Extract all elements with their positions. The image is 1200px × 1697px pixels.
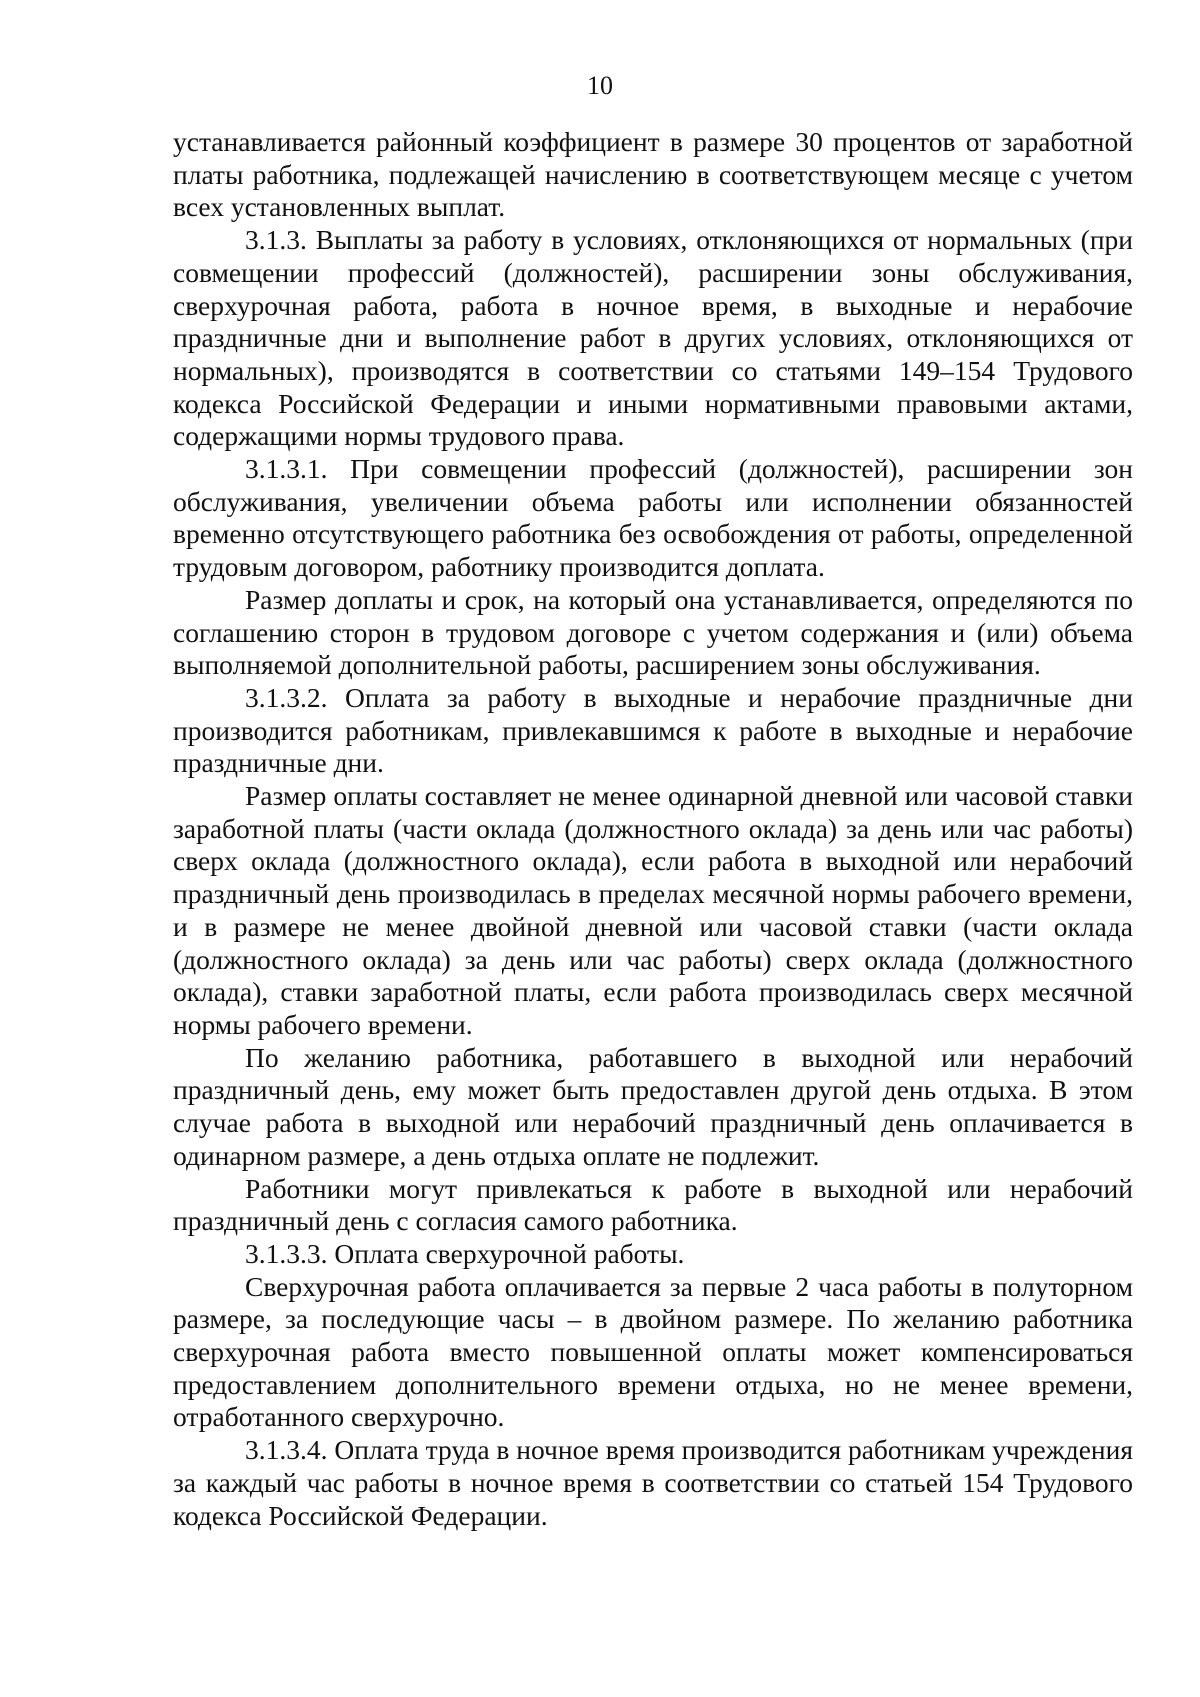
paragraph-3-1-3-1: 3.1.3.1. При совмещении профессий (должностей), расширении зон обслуживания, увеличении объема работы или исполнении обязанностей временно отсутствующего работника без освобождения от работы, определенной трудовым договором, работнику производится доплата. — [173, 453, 1133, 583]
paragraph-continuation: устанавливается районный коэффициент в размере 30 процентов от заработной платы работника, подлежащей начислению в соответствующем месяце с учетом всех установленных выплат. — [173, 126, 1133, 223]
page-number: 10 — [587, 71, 613, 100]
paragraph-3-1-3: 3.1.3. Выплаты за работу в условиях, отклоняющихся от нормальных (при совмещении профессий (должностей), расширении зоны обслуживания, сверхурочная работа, работа в ночное время, в выходные и нерабочие праздничные дни и выполнение работ в других условиях, отклоняющихся от нормальных), производятся в соответствии со статьями 149–154 Трудового кодекса Российской Федерации и иными нормативными правовыми актами, содержащими нормы трудового права. — [173, 224, 1133, 452]
paragraph-day-off-option: По желанию работника, работавшего в выходной или нерабочий праздничный день, ему может быть предоставлен другой день отдыха. В этом случае работа в выходной или нерабочий праздничный день оплачивается в одинарном размере, а день отдыха оплате не подлежит. — [173, 1041, 1133, 1171]
paragraph-3-1-3-4: 3.1.3.4. Оплата труда в ночное время производится работникам учреждения за каждый час работы в ночное время в соответствии со статьей 154 Трудового кодекса Российской Федерации. — [173, 1434, 1134, 1531]
paragraph-overtime-payment: Сверхурочная работа оплачивается за первые 2 часа работы в полуторном размере, за последующие часы – в двойном размере. По желанию работника сверхурочная работа вместо повышенной оплаты может компенсироваться предоставлением дополнительного времени отдыха, но не менее времени, отработанного сверхурочно. — [173, 1270, 1133, 1433]
document-body — [173, 126, 1133, 1532]
paragraph-3-1-3-3: 3.1.3.3. Оплата сверхурочной работы. — [245, 1237, 685, 1269]
paragraph-surcharge-size: Размер доплаты и срок, на который она устанавливается, определяются по соглашению сторон в трудовом договоре с учетом содержания и (или) объема выполняемой дополнительной работы, расширением зоны обслуживания. — [173, 583, 1133, 681]
paragraph-3-1-3-2: 3.1.3.2. Оплата за работу в выходные и нерабочие праздничные дни производится работникам, привлекавшимся к работе в выходные и нерабочие праздничные дни. — [173, 681, 1133, 779]
paragraph-employee-consent: Работники могут привлекаться к работе в выходной или нерабочий праздничный день с согласия самого работника. — [173, 1172, 1133, 1237]
paragraph-payment-size: Размер оплаты составляет не менее одинарной дневной или часовой ставки заработной платы (части оклада (должностного оклада) за день или час работы) сверх оклада (должностного оклада), если работа в выходной или нерабочий праздничный день производилась в пределах месячной нормы рабочего времени, и в размере не менее двойной дневной или часовой ставки (части оклада (должностного оклада) за день или час работы) сверх оклада (должностного оклада), ставки заработной платы, если работа производилась сверх месячной нормы рабочего времени. — [173, 780, 1133, 1040]
